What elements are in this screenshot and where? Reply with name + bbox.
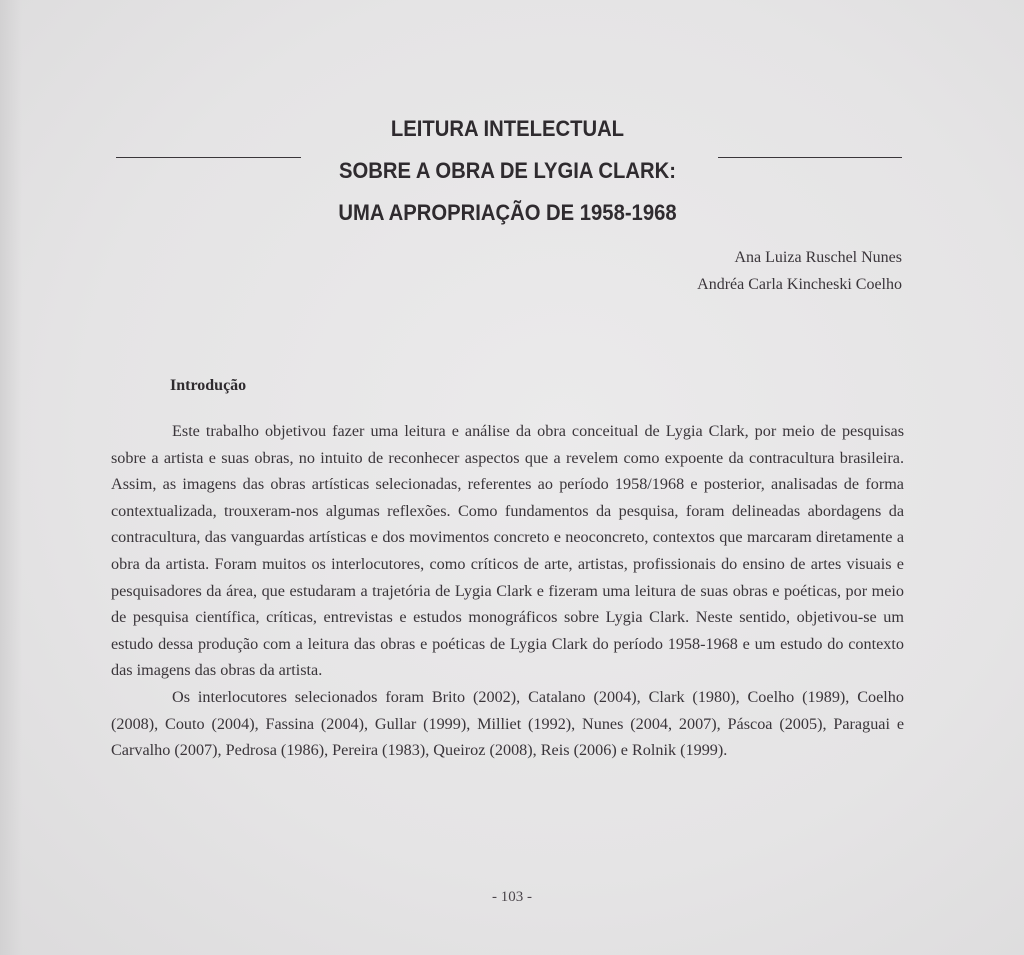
- page-gutter-shadow: [0, 0, 22, 955]
- author-name: Ana Luiza Ruschel Nunes: [734, 249, 902, 266]
- author-list: [697, 244, 902, 298]
- paragraph: Os interlocutores selecionados foram Brito (2002), Catalano (2004), Clark (1980), Coelho (1989), Coelho (2008), Couto (2004), Fassina (2004), Gullar (1999), Milliet (1992), Nunes (2004, 2007), Páscoa (2005), Paraguai e Carvalho (2007), Pedrosa (1986), Pereira (1983), Queiroz (2008), Reis (2006) e Rolnik (1999).: [111, 687, 904, 760]
- title-line-3: UMA APROPRIAÇÃO DE 1958-1968: [338, 200, 677, 225]
- page-number: - 103 -: [492, 889, 532, 905]
- title-rule-right: [718, 157, 902, 158]
- chapter-title: [110, 108, 905, 234]
- section-heading: Introdução: [170, 377, 247, 394]
- body-text: [111, 418, 904, 764]
- paragraph: Este trabalho objetivou fazer uma leitura e análise da obra conceitual de Lygia Clark, por meio de pesquisas sobre a artista e suas obras, no intuito de reconhecer aspectos que a revelem como expoente da contracultura brasileira. Assim, as imagens das obras artísticas selecionadas, referentes ao período 1958/1968 e posterior, analisadas de forma contextualizada, trouxeram-nos algumas reflexões. Como fundamentos da pesquisa, foram delineadas abordagens da contracultura, das vanguardas artísticas e dos movimentos concreto e neoconcreto, contextos que marcaram diretamente a obra da artista. Foram muitos os interlocutores, como críticos de arte, artistas, profissionais do ensino de artes visuais e pesquisadores da área, que estudaram a trajetória de Lygia Clark e fizeram uma leitura de suas obras e poéticas, por meio de pesquisa científica, críticas, entrevistas e estudos monográficos sobre Lygia Clark. Neste sentido, objetivou-se um estudo dessa produção com a leitura das obras e poéticas de Lygia Clark do período 1958-1968 e um estudo do contexto das imagens das obras da artista.: [111, 422, 904, 680]
- author-name: Andréa Carla Kincheski Coelho: [697, 276, 902, 293]
- title-rule-left: [116, 157, 301, 158]
- title-line-1: LEITURA INTELECTUAL: [390, 116, 625, 141]
- title-line-2: SOBRE A OBRA DE LYGIA CLARK:: [339, 158, 676, 183]
